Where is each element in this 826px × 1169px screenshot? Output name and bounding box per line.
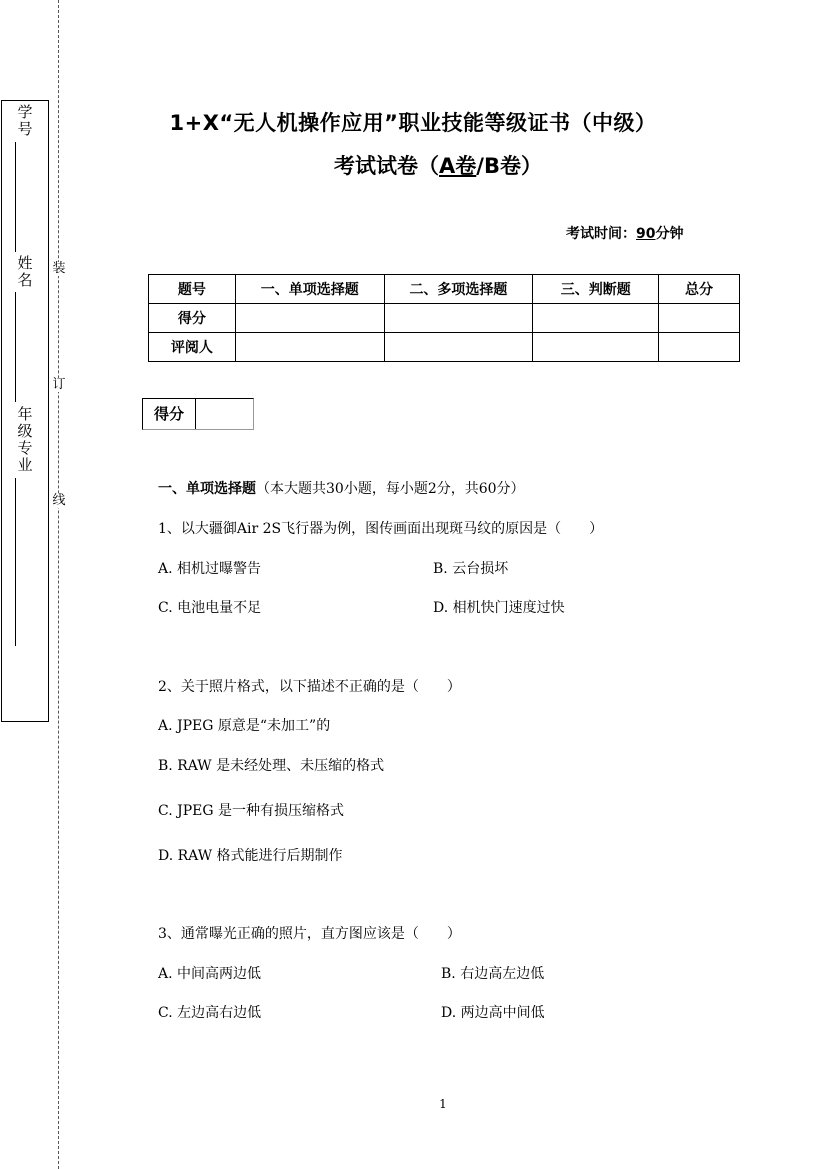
binding-char-xian: 线	[52, 493, 66, 508]
section-score-box	[142, 398, 254, 430]
score-table-header: 二、多项选择题	[384, 275, 533, 304]
title-prefix: 考试试卷（	[334, 154, 440, 178]
question-stem: 3、通常曝光正确的照片，直方图应该是（ ）	[158, 926, 461, 942]
section-score-field[interactable]	[196, 399, 253, 429]
question-option: A. 中间高两边低	[158, 966, 262, 982]
question-option: B. RAW 是未经处理、未压缩的格式	[158, 758, 385, 774]
score-cell[interactable]	[533, 304, 659, 333]
reviewer-cell[interactable]	[659, 333, 740, 362]
score-row-label: 得分	[149, 304, 236, 333]
question-option: C. 左边高右边低	[158, 1005, 262, 1021]
reviewer-cell[interactable]	[384, 333, 533, 362]
binding-char-zhuang: 装	[52, 261, 66, 276]
page-number: 1	[439, 1097, 447, 1111]
score-table-header: 三、判断题	[533, 275, 659, 304]
question-stem: 2、关于照片格式，以下描述不正确的是（ ）	[158, 679, 461, 695]
student-id-label: 学号	[17, 103, 33, 138]
question-option: A. JPEG 原意是“未加工”的	[158, 718, 331, 734]
score-cell[interactable]	[659, 304, 740, 333]
score-table-header: 题号	[149, 275, 236, 304]
title-suffix: /B卷）	[476, 154, 542, 178]
question-option: D. 相机快门速度过快	[433, 600, 565, 616]
grade-major-label: 年级专业	[17, 405, 33, 474]
question-option: B. 右边高左边低	[441, 966, 545, 982]
exam-title-line2	[0, 150, 826, 180]
student-name-write-line[interactable]	[15, 292, 16, 402]
exam-time	[566, 223, 683, 243]
exam-title-line1: 1+X“无人机操作应用”职业技能等级证书（中级）	[169, 111, 657, 135]
score-cell[interactable]	[235, 304, 384, 333]
score-table-header: 一、单项选择题	[235, 275, 384, 304]
question-option: C. JPEG 是一种有损压缩格式	[158, 803, 344, 819]
question-stem: 1、以大疆御Air 2S飞行器为例，图传画面出现斑马纹的原因是（ ）	[158, 521, 604, 537]
reviewer-table-row	[149, 333, 740, 362]
score-table-header-row	[149, 275, 740, 304]
student-name-label: 姓名	[17, 254, 33, 289]
exam-time-value: 90	[636, 226, 656, 242]
exam-time-unit: 分钟	[655, 226, 684, 242]
binding-char-ding: 订	[52, 377, 66, 392]
section-score-label: 得分	[143, 399, 196, 429]
score-cell[interactable]	[384, 304, 533, 333]
reviewer-row-label: 评阅人	[149, 333, 236, 362]
section1-note: （本大题共30小题，每小题2分，共60分）	[256, 481, 525, 497]
reviewer-cell[interactable]	[235, 333, 384, 362]
question-option: D. 两边高中间低	[441, 1005, 545, 1021]
question-option: D. RAW 格式能进行后期制作	[158, 848, 343, 864]
title-paper-a: A卷	[439, 154, 477, 178]
question-option: A. 相机过曝警告	[158, 561, 262, 577]
grade-major-write-line[interactable]	[15, 478, 16, 646]
question-option: B. 云台损坏	[433, 561, 509, 577]
exam-time-label: 考试时间：	[566, 226, 636, 242]
question-option: C. 电池电量不足	[158, 600, 262, 616]
score-table	[148, 274, 740, 362]
score-table-row	[149, 304, 740, 333]
section1-title: 一、单项选择题	[158, 481, 256, 497]
reviewer-cell[interactable]	[533, 333, 659, 362]
score-table-header: 总分	[659, 275, 740, 304]
section1-heading	[158, 478, 525, 498]
